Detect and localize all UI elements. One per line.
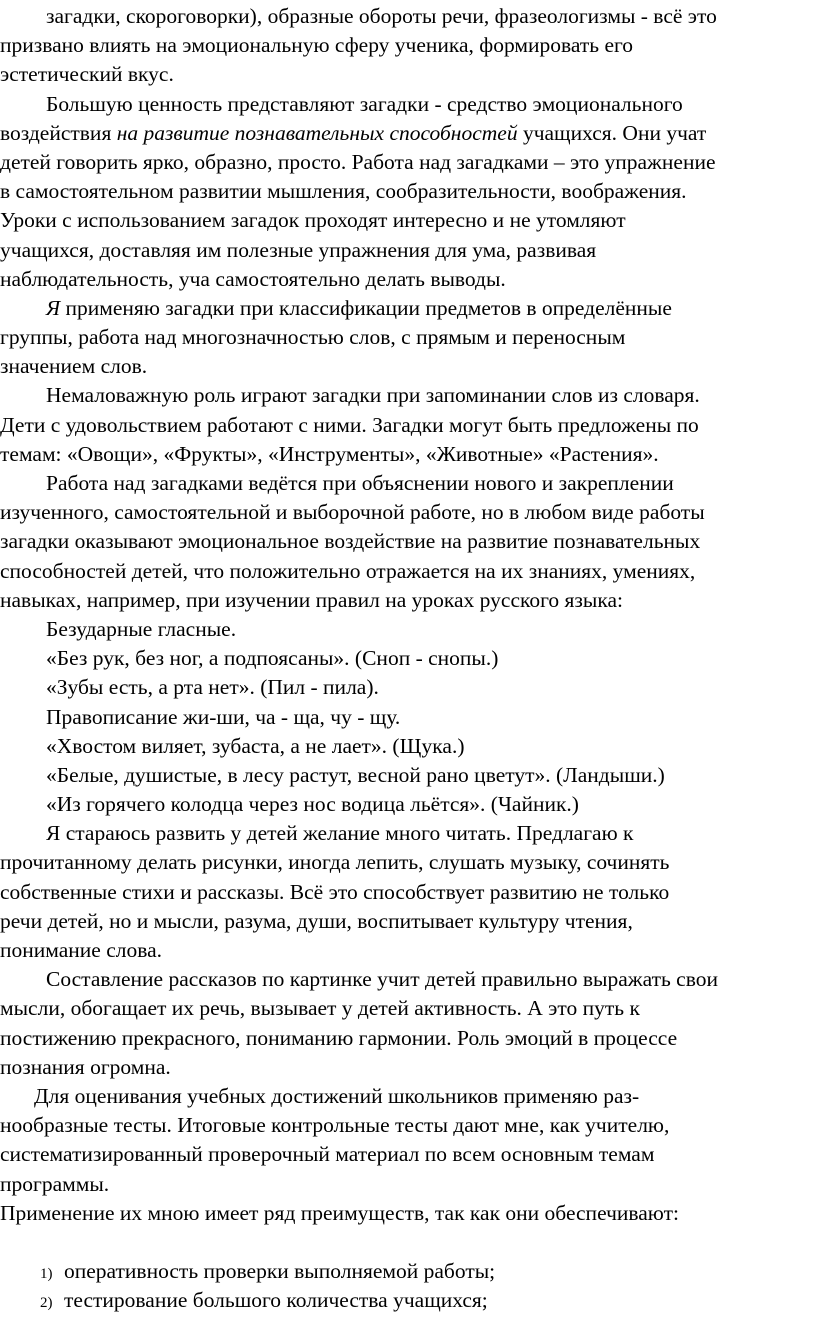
- text-line: Я стараюсь развить у детей желание много читать. Предлагаю к: [46, 821, 634, 846]
- text-line: наблюдательность, уча самостоятельно делать выводы.: [0, 266, 506, 291]
- text-line: речи детей, но и мысли, разума, души, воспитывает культуру чтения,: [0, 908, 633, 933]
- text-line: учащихся, доставляя им полезные упражнения для ума, развивая: [0, 237, 597, 262]
- text-line: группы, работа над многозначностью слов, с прямым и переносным: [0, 325, 626, 350]
- paragraph-classification: [0, 294, 816, 382]
- list-item: [0, 1257, 816, 1286]
- text-line: программы.: [0, 1171, 110, 1196]
- text-line: изученного, самостоятельной и выборочной работе, но в любом виде работы: [0, 500, 705, 525]
- text-line: собственные стихи и рассказы. Всё это способствует развитию не только: [0, 879, 670, 904]
- text-line: Для оценивания учебных достижений школьников применяю раз-: [34, 1083, 640, 1108]
- example-line: Правописание жи-ши, ча - ща, чу - щу.: [46, 704, 401, 729]
- italic-phrase: на развитие познавательных способностей: [116, 120, 518, 145]
- text-line: Немаловажную роль играют загадки при запоминании слов из словаря.: [46, 383, 700, 408]
- text-line: Дети с удовольствием работают с ними. Загадки могут быть предложены по: [0, 412, 699, 437]
- example-line: «Хвостом виляет, зубаста, а не лает». (Щука.): [46, 733, 465, 758]
- list-item-text: оперативность проверки выполняемой работы;: [64, 1258, 496, 1283]
- example-line: «Белые, душистые, в лесу растут, весной рано цветут». (Ландыши.): [46, 762, 665, 787]
- text-line: Применение их мною имеет ряд преимуществ, так как они обеспечивают:: [0, 1200, 679, 1225]
- example-line: Безударные гласные.: [46, 616, 237, 641]
- text-line: в самостоятельном развитии мышления, сообразительности, воображения.: [0, 179, 687, 204]
- text-line: эстетический вкус.: [0, 62, 174, 87]
- text-span: применяю загадки при классификации предметов в определённые: [60, 295, 672, 320]
- text-line-mixed: [0, 119, 816, 148]
- paragraph-work-with-riddles: [0, 469, 816, 615]
- text-line: загадки, скороговорки), образные обороты речи, фразеологизмы - всё это: [46, 4, 717, 28]
- text-line: систематизированный проверочный материал по всем основным темам: [0, 1142, 655, 1167]
- paragraph-stories: [0, 965, 816, 1082]
- list-item-text: тестирование большого количества учащихся;: [64, 1288, 488, 1313]
- text-line: постижению прекрасного, пониманию гармонии. Роль эмоций в процессе: [0, 1025, 678, 1050]
- text-line-mixed: [0, 294, 816, 323]
- text-span: учащихся. Они учат: [517, 120, 707, 145]
- example-line: «Зубы есть, а рта нет». (Пил - пила).: [46, 675, 379, 700]
- text-line: способностей детей, что положительно отражается на их знаниях, умениях,: [0, 558, 696, 583]
- spacer: [0, 1228, 816, 1257]
- text-line: Работа над загадками ведётся при объяснении нового и закреплении: [46, 471, 674, 495]
- text-line: познания огромна.: [0, 1054, 171, 1079]
- text-line: значением слов.: [0, 354, 148, 379]
- text-line: нообразные тесты. Итоговые контрольные тесты дают мне, как учителю,: [0, 1113, 670, 1138]
- text-line: навыках, например, при изучении правил на уроках русского языка:: [0, 587, 623, 612]
- document-page: [0, 2, 816, 1315]
- paragraph-tests: [0, 1082, 816, 1228]
- text-line: Уроки с использованием загадок проходят интересно и не утомляют: [0, 208, 626, 233]
- text-line: детей говорить ярко, образно, просто. Работа над загадками – это упражнение: [0, 149, 716, 174]
- text-line: Большую ценность представляют загадки - средство эмоционального: [46, 91, 683, 116]
- list-number: 1): [40, 1265, 53, 1282]
- text-line: понимание слова.: [0, 938, 163, 962]
- example-line: «Без рук, без ног, а подпоясаны». (Сноп - снопы.): [46, 646, 499, 671]
- paragraph-intro-continuation: [0, 2, 816, 90]
- italic-word: Я: [46, 295, 61, 320]
- paragraph-riddles-value: [0, 90, 816, 294]
- list-item: [0, 1286, 816, 1315]
- example-line: «Из горячего колодца через нос водица льётся». (Чайник.): [46, 792, 579, 817]
- text-line: мысли, обогащает их речь, вызывает у детей активность. А это путь к: [0, 996, 640, 1021]
- text-line: загадки оказывают эмоциональное воздействие на развитие познавательных: [0, 529, 701, 554]
- examples-block: [0, 615, 816, 819]
- text-span: воздействия: [0, 120, 117, 145]
- text-line: прочитанному делать рисунки, иногда лепить, слушать музыку, сочинять: [0, 850, 670, 875]
- text-line: темам: «Овощи», «Фрукты», «Инструменты», «Животные» «Растения».: [0, 441, 659, 466]
- text-line: призвано влиять на эмоциональную сферу ученика, формировать его: [0, 33, 634, 58]
- list-number: 2): [40, 1295, 53, 1312]
- text-line: Составление рассказов по картинке учит детей правильно выражать свои: [46, 967, 718, 992]
- paragraph-reading: [0, 819, 816, 965]
- paragraph-vocabulary: [0, 381, 816, 469]
